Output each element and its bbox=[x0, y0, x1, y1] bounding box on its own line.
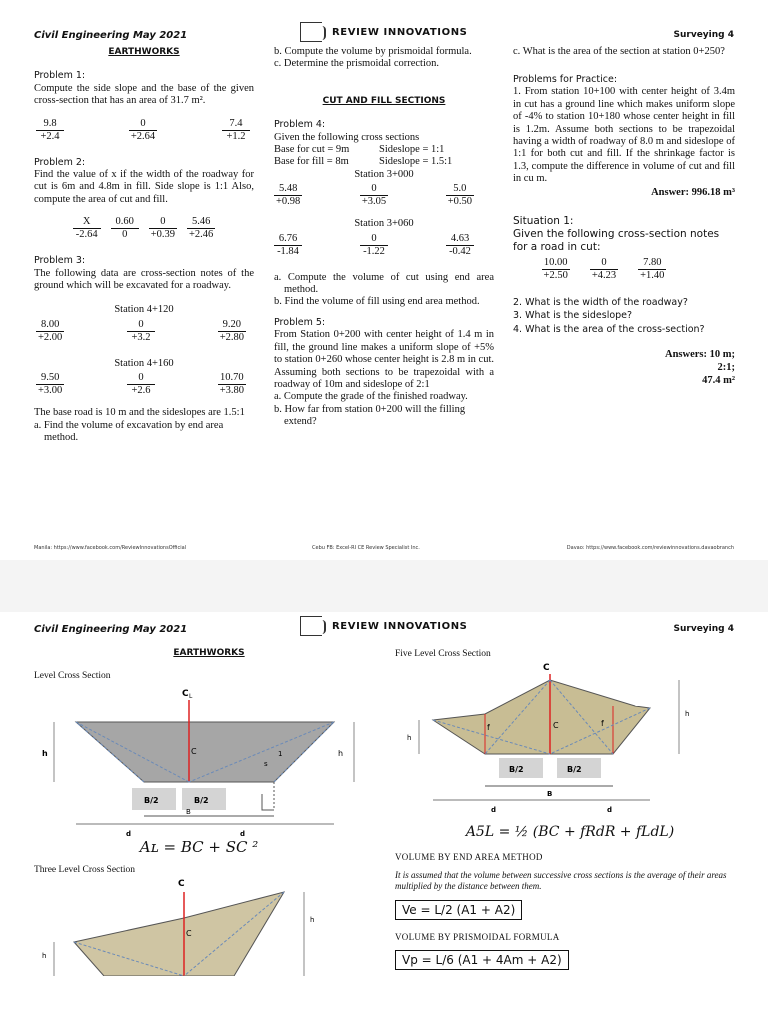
footer-manila: Manila: https://www.facebook.com/ReviewInnovationsOfficial bbox=[34, 545, 187, 551]
left-height-label: h bbox=[407, 734, 412, 742]
problem-5-part-a: a. Compute the grade of the finished roadway. bbox=[274, 391, 468, 403]
left-f-label: f bbox=[487, 723, 490, 732]
header-course: Civil Engineering May 2021 bbox=[34, 30, 188, 41]
base-for-fill: Base for fill = 8m bbox=[274, 156, 349, 168]
problem-3-title: Problem 3: bbox=[34, 255, 86, 267]
problem-5-part-b: b. How far from station 0+200 will the filling extend? bbox=[274, 403, 466, 428]
base-label: B bbox=[186, 808, 191, 816]
right-height-label: h bbox=[338, 749, 344, 758]
volume-prismoidal-title: VOLUME BY PRISMOIDAL FORMULA bbox=[395, 932, 560, 942]
half-base-right: B/2 bbox=[194, 796, 209, 805]
base-for-cut: Base for cut = 9m bbox=[274, 144, 350, 156]
problem-4-cut-spec bbox=[274, 144, 494, 156]
section-heading-earthworks: EARTHWORKS bbox=[173, 648, 245, 658]
station-label: Station 3+060 bbox=[354, 218, 414, 230]
situation-title: Situation 1: bbox=[513, 214, 574, 227]
center-height-label: C bbox=[553, 721, 559, 730]
cross-section-note: $\frac{0}{+0.39}$ bbox=[150, 216, 175, 241]
cross-section-note: $\frac{6.76}{-1.84}$ bbox=[274, 233, 302, 258]
problem-5-part-c: c. What is the area of the section at station 0+250? bbox=[513, 46, 725, 57]
left-distance-label: d bbox=[126, 830, 132, 838]
left-distance-label: d bbox=[491, 806, 497, 814]
header-brand bbox=[300, 616, 467, 636]
centerline-subscript: L bbox=[189, 693, 193, 700]
footer-cebu: Cebu FB: Excel-RI CE Review Specialist Inc. bbox=[312, 545, 420, 551]
review-innovations-logo-icon bbox=[300, 616, 322, 636]
cross-section-note: $\frac{7.4}{+1.2}$ bbox=[222, 118, 250, 143]
column-one bbox=[34, 46, 254, 445]
page-header bbox=[34, 28, 734, 48]
five-level-cross-section-diagram bbox=[395, 660, 745, 824]
left-height-label: h bbox=[42, 749, 48, 758]
problem-5-text: From Station 0+200 with center height of 1.4 m in fill, the ground line makes a uniform slope of +5% to station 0+260 whose center height is 2.8 m in cut. Assuming both sections to be trapezoidal with a roadway of 10m and sideslope of 2:1 bbox=[274, 329, 494, 390]
problem-4-notes-1 bbox=[274, 183, 494, 208]
centerline-label: C bbox=[178, 879, 185, 889]
problem-4-part-a: a. Compute the volume of cut using end area method. bbox=[274, 271, 494, 296]
section-heading-cut-and-fill: CUT AND FILL SECTIONS bbox=[322, 95, 446, 106]
volume-end-area-text: It is assumed that the volume between successive cross sections is the average of their areas multiplied by the distance between them. bbox=[395, 870, 727, 891]
problem-3-part-b: b. Compute the volume by prismoidal formula. bbox=[274, 46, 472, 57]
five-level-area-formula: A5L = ½ (BC + fRdR + fLdL) bbox=[465, 824, 675, 840]
cross-section-note: $\frac{0.60}{0}$ bbox=[111, 216, 139, 241]
page-header bbox=[34, 622, 734, 642]
level-cross-section-diagram bbox=[34, 682, 364, 842]
three-level-title: Three Level Cross Section bbox=[34, 865, 136, 875]
cross-section-note: $\frac{7.80}{+1.40}$ bbox=[640, 256, 665, 281]
sideslope-fill: Sideslope = 1.5:1 bbox=[379, 156, 453, 168]
section-heading-earthworks: EARTHWORKS bbox=[108, 47, 180, 57]
cross-section-note: $\frac{4.63}{-0.42}$ bbox=[446, 233, 474, 258]
station-label: Station 3+000 bbox=[354, 168, 414, 180]
sideslope-cut: Sideslope = 1:1 bbox=[379, 144, 445, 156]
cross-section-note: $\frac{9.50}{+3.00}$ bbox=[38, 372, 63, 397]
header-course: Civil Engineering May 2021 bbox=[34, 624, 188, 635]
three-level-cross-section-diagram bbox=[34, 876, 364, 976]
page-two-right-column bbox=[395, 648, 745, 970]
answers-line-1: Answers: 10 m; bbox=[665, 349, 735, 361]
cross-section-note: $\frac{9.20}{+2.80}$ bbox=[219, 318, 244, 343]
cross-section-note: $\frac{0}{+3.2}$ bbox=[127, 319, 155, 344]
question-4: 4. What is the area of the cross-section? bbox=[513, 323, 705, 335]
brand-name: REVIEW INNOVATIONS bbox=[332, 620, 468, 632]
problem-1-title: Problem 1: bbox=[34, 70, 86, 82]
cross-section-note: $\frac{5.48}{+0.98}$ bbox=[276, 183, 301, 208]
problem-3-notes-2 bbox=[34, 372, 254, 397]
volume-prismoidal-formula: Vp = L/6 (A1 + 4Am + A2) bbox=[395, 950, 569, 970]
cross-section-note: $\frac{9.8}{+2.4}$ bbox=[36, 118, 64, 143]
page-two bbox=[0, 612, 768, 1024]
problem-5-title: Problem 5: bbox=[274, 316, 326, 328]
station-label: Station 4+120 bbox=[114, 304, 174, 316]
footer-davao: Davao: https://www.facebook.com/reviewinnovations.davaobranch bbox=[566, 545, 734, 551]
column-two bbox=[274, 46, 494, 429]
header-subject: Surveying 4 bbox=[673, 624, 734, 634]
centerline-label: C bbox=[543, 663, 550, 673]
problem-3-base: The base road is 10 m and the sideslopes are 1.5:1 bbox=[34, 407, 245, 419]
five-level-title: Five Level Cross Section bbox=[395, 649, 491, 659]
center-height-label: C bbox=[186, 929, 192, 938]
volume-end-area-formula: Ve = L/2 (A1 + A2) bbox=[395, 900, 522, 920]
station-label: Station 4+160 bbox=[114, 357, 174, 369]
level-area-formula: Aʟ = BC + SC ² bbox=[139, 838, 259, 856]
cross-section-note: $\frac{10.70}{+3.80}$ bbox=[219, 372, 244, 397]
left-height-label: h bbox=[42, 952, 47, 960]
right-distance-label: d bbox=[607, 806, 613, 814]
cross-section-note: $\frac{0}{+2.64}$ bbox=[130, 117, 156, 142]
cross-section-note: $\frac{8.00}{+2.00}$ bbox=[38, 318, 63, 343]
problem-3-part-c: c. Determine the prismoidal correction. bbox=[274, 58, 440, 70]
problem-2-title: Problem 2: bbox=[34, 156, 86, 168]
right-distance-label: d bbox=[240, 830, 246, 838]
half-base-right: B/2 bbox=[567, 765, 582, 774]
page-two-left-column bbox=[34, 648, 364, 976]
brand-name: REVIEW INNOVATIONS bbox=[332, 26, 468, 38]
cross-section-note: $\frac{0}{+2.6}$ bbox=[127, 372, 155, 397]
problem-4-intro: Given the following cross sections bbox=[274, 131, 420, 143]
header-brand bbox=[300, 22, 467, 42]
problem-4-part-b: b. Find the volume of fill using end area method. bbox=[274, 296, 480, 308]
base-label: B bbox=[547, 790, 553, 798]
practice-title: Problems for Practice: bbox=[513, 74, 618, 86]
slope-rise-label: 1 bbox=[278, 750, 283, 758]
problem-4-fill-spec bbox=[274, 156, 494, 168]
situation-notes bbox=[513, 257, 735, 282]
cross-section-note: $\frac{10.00}{+2.50}$ bbox=[543, 256, 568, 281]
cross-section-note: $\frac{0}{+3.05}$ bbox=[361, 183, 387, 208]
header-subject: Surveying 4 bbox=[673, 30, 734, 40]
problem-3-notes-1 bbox=[34, 319, 254, 344]
page-separator bbox=[0, 560, 768, 612]
half-base-left: B/2 bbox=[509, 765, 524, 774]
question-3: 3. What is the sideslope? bbox=[513, 310, 633, 322]
cross-section-note: $\frac{0}{-1.22}$ bbox=[360, 233, 388, 258]
cross-section-note: $\frac{X}{-2.64}$ bbox=[73, 216, 101, 241]
right-f-label: f bbox=[601, 719, 604, 728]
question-2: 2. What is the width of the roadway? bbox=[513, 296, 688, 308]
problem-2-notes bbox=[34, 216, 254, 241]
cross-section-note: $\frac{5.0}{+0.50}$ bbox=[447, 183, 472, 208]
cross-section-note: $\frac{5.46}{+2.46}$ bbox=[189, 216, 214, 241]
center-height-label: C bbox=[191, 747, 197, 756]
problem-1-text: Compute the side slope and the base of the given cross-section that has an area of 31.7 m². bbox=[34, 82, 254, 107]
problem-1-notes bbox=[34, 118, 254, 143]
column-three bbox=[513, 46, 735, 387]
practice-problem-1: 1. From station 10+100 with center height of 3.4m in cut has a ground line which makes uniform slope of -4% to station 10+180 whose center height in fill is 1.2m. Assume both sections to be trapezoidal having a width of roadway of 8.0 m and sideslope of 1:1 for both cut and fill. If the shrinkage factor is 1.3, compute the difference in volume of cut and fill in cu m. bbox=[513, 86, 735, 185]
problem-4-notes-2 bbox=[274, 233, 494, 258]
half-base-left: B/2 bbox=[144, 796, 159, 805]
problem-3-part-a: a. Find the volume of excavation by end area method. bbox=[34, 419, 224, 444]
answers-line-2: 2:1; bbox=[717, 362, 735, 374]
situation-text: Given the following cross-section notes for a road in cut: bbox=[513, 228, 720, 254]
cross-section-note: $\frac{0}{+4.23}$ bbox=[591, 256, 617, 281]
problem-3-text: The following data are cross-section notes of the ground which will be excavated for a roadway. bbox=[34, 267, 254, 292]
review-innovations-logo-icon bbox=[300, 22, 322, 42]
volume-end-area-title: VOLUME BY END AREA METHOD bbox=[395, 852, 543, 862]
right-height-label: h bbox=[685, 710, 690, 718]
practice-answer-1: Answer: 996.18 m³ bbox=[651, 186, 735, 198]
level-section-title: Level Cross Section bbox=[34, 671, 111, 681]
problem-4-title: Problem 4: bbox=[274, 119, 326, 131]
answers-line-3: 47.4 m² bbox=[702, 375, 735, 387]
slope-run-label: s bbox=[264, 760, 268, 768]
centerline-label: C bbox=[182, 689, 189, 699]
right-height-label: h bbox=[310, 916, 315, 924]
problem-2-text: Find the value of x if the width of the roadway for cut is 6m and 4.8m in fill. Side slope is 1:1 Also, compute the area of cut and fill. bbox=[34, 169, 254, 205]
